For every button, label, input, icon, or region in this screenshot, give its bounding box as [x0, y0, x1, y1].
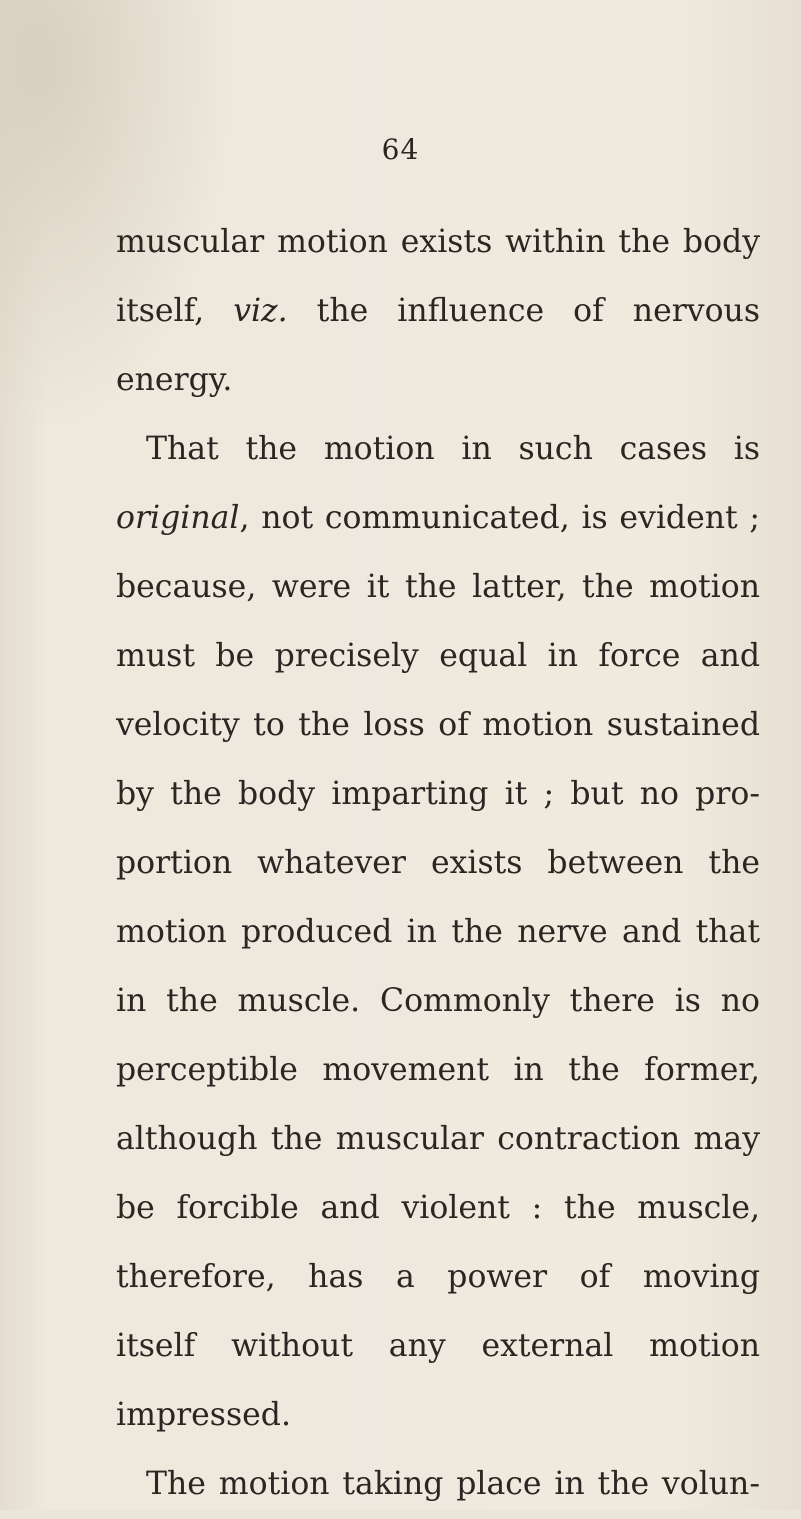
text-line: must be precisely equal in force and — [116, 638, 760, 674]
text-line: in the muscle. Commonly there is no — [116, 983, 760, 1019]
text-line: muscular motion exists within the body — [116, 224, 760, 260]
text-line: itself, viz. the influence of nervous — [116, 293, 760, 329]
text-line: velocity to the loss of motion sustained — [116, 707, 760, 743]
text-line: portion whatever exists between the — [116, 845, 760, 881]
text-line: The motion taking place in the volun- — [146, 1466, 760, 1502]
page-number: 64 — [381, 133, 420, 166]
text-line: motion produced in the nerve and that — [116, 914, 760, 950]
text-line: although the muscular contraction may — [116, 1121, 760, 1157]
text-line: original, not communicated, is evident ; — [116, 500, 760, 536]
text-line: perceptible movement in the former, — [116, 1052, 760, 1088]
italic-word: original — [116, 500, 240, 536]
italic-word: viz. — [233, 293, 288, 329]
text-line: impressed. — [116, 1397, 291, 1433]
text-line: itself without any external motion — [116, 1328, 760, 1364]
text-line: by the body imparting it ; but no pro- — [116, 776, 760, 812]
text-line: That the motion in such cases is — [146, 431, 760, 467]
text-line: be forcible and violent : the muscle, — [116, 1190, 760, 1226]
text-line: energy. — [116, 362, 233, 398]
text-line: therefore, has a power of moving — [116, 1259, 760, 1295]
text-line: because, were it the latter, the motion — [116, 569, 760, 605]
body-text — [116, 208, 760, 1519]
